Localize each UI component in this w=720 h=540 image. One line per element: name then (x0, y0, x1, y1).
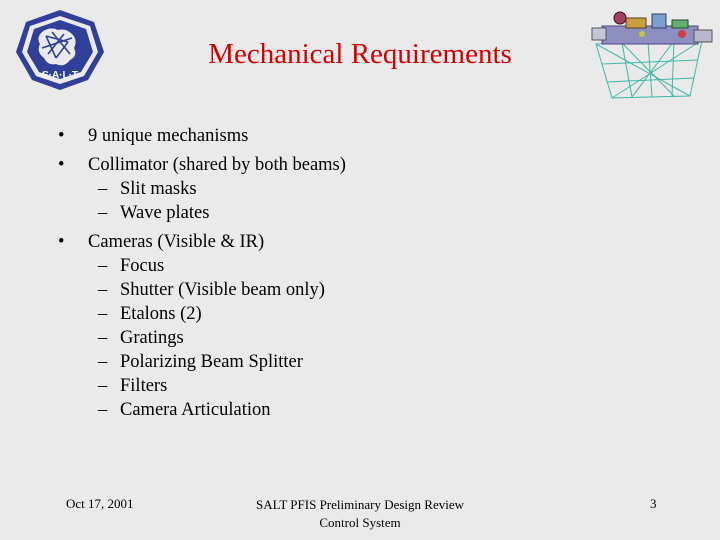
bullet-mark: • (58, 155, 65, 175)
bullet-list (58, 124, 618, 422)
footer-title-line1: SALT PFIS Preliminary Design Review (255, 497, 464, 512)
sub-bullet-text: Slit masks (120, 179, 197, 199)
instrument-diagram (582, 4, 716, 100)
sub-bullet-item (58, 201, 618, 225)
bullet-mark: • (58, 126, 65, 146)
sub-bullet-text: Shutter (Visible beam only) (120, 280, 325, 300)
slide-title: Mechanical Requirements (208, 38, 512, 70)
footer-title-line2: Control System (319, 515, 401, 530)
dash-mark: – (98, 179, 108, 199)
bullet-text: Cameras (Visible & IR) (88, 232, 265, 252)
svg-text:S·A·L·T: S·A·L·T (41, 70, 79, 81)
sub-bullet-item (58, 278, 618, 302)
bullet-item (58, 153, 618, 177)
sub-bullet-text: Etalons (2) (120, 304, 202, 324)
sub-bullet-item (58, 398, 618, 422)
sub-bullet-text: Focus (120, 256, 165, 276)
sub-bullet-item (58, 254, 618, 278)
sub-bullet-text: Camera Articulation (120, 400, 271, 420)
sub-bullet-text: Wave plates (120, 203, 210, 223)
bullet-item (58, 230, 618, 254)
bullet-item (58, 124, 618, 148)
sub-bullet-text: Gratings (120, 328, 184, 348)
dash-mark: – (98, 256, 108, 276)
dash-mark: – (98, 400, 108, 420)
page-number: 3 (650, 496, 657, 511)
sub-bullet-item (58, 350, 618, 374)
sub-bullet-text: Filters (120, 376, 168, 396)
dash-mark: – (98, 280, 108, 300)
sub-bullet-item (58, 302, 618, 326)
dash-mark: – (98, 328, 108, 348)
dash-mark: – (98, 376, 108, 396)
footer-date: Oct 17, 2001 (66, 496, 134, 511)
sub-bullet-item (58, 177, 618, 201)
dash-mark: – (98, 304, 108, 324)
dash-mark: – (98, 203, 108, 223)
sub-bullet-item (58, 374, 618, 398)
dash-mark: – (98, 352, 108, 372)
sub-bullet-item (58, 326, 618, 350)
bullet-text: 9 unique mechanisms (88, 126, 249, 146)
bullet-mark: • (58, 232, 65, 252)
sub-bullet-text: Polarizing Beam Splitter (120, 352, 303, 372)
bullet-text: Collimator (shared by both beams) (88, 155, 346, 175)
footer-title (200, 496, 520, 532)
